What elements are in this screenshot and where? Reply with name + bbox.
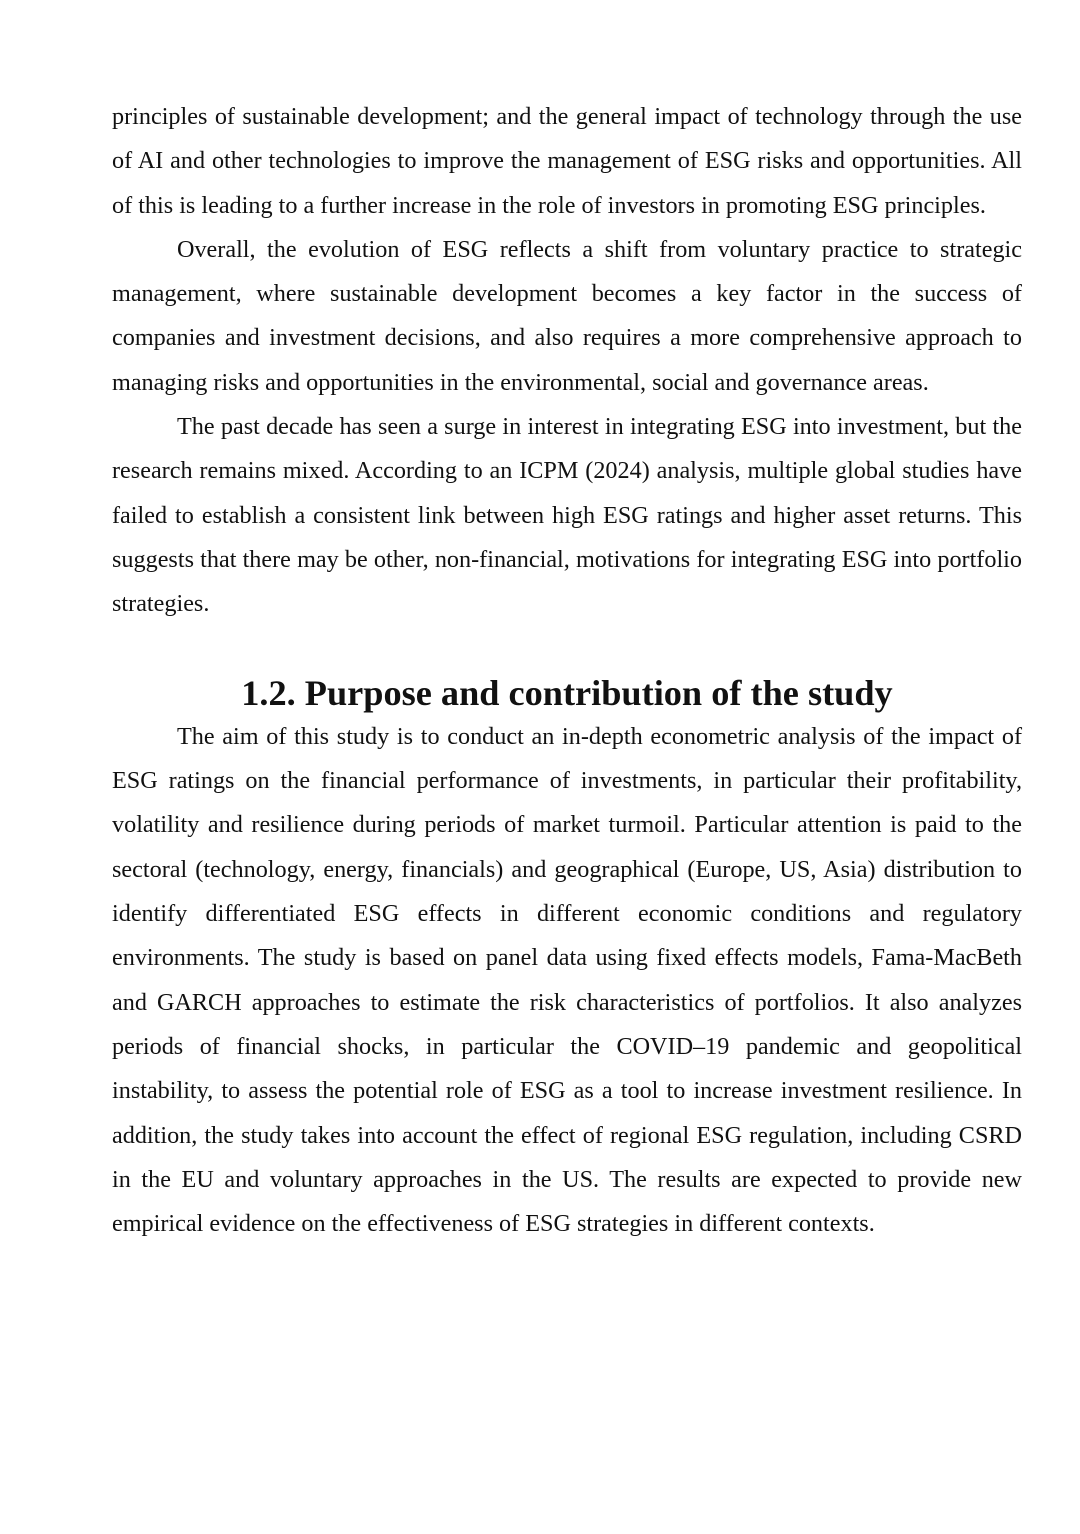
section-heading: 1.2. Purpose and contribution of the study — [241, 672, 893, 713]
paragraph-esg-research: The past decade has seen a surge in interest in integrating ESG into investment, but the research remains mixed. According to an ICPM (2024) analysis, multiple global studies have failed to establish a consistent link between high ESG ratings and higher asset returns. This suggests that there may be other, non-financial, motivations for integrating ESG into portfolio strategies. — [112, 413, 1022, 618]
paragraph-study-aim: The aim of this study is to conduct an in-depth econometric analysis of the impact of ESG ratings on the financial performance of investments, in particular their profitability, volatility and resilience during periods of market turmoil. Particular attention is paid to the sectoral (technology, energy, financials) and geographical (Europe, US, Asia) distribution to identify differentiated ESG effects in different economic conditions and regulatory environments. The study is based on panel data using fixed effects models, Fama-MacBeth and GARCH approaches to estimate the risk characteristics of portfolios. It also analyzes periods of financial shocks, in particular the COVID–19 pandemic and geopolitical instability, to assess the potential role of ESG as a tool to increase investment resilience. In addition, the study takes into account the effect of regional ESG regulation, including CSRD in the EU and voluntary approaches in the US. The results are expected to provide new empirical evidence on the effectiveness of ESG strategies in different contexts. — [112, 722, 1022, 1238]
paragraph-esg-evolution: Overall, the evolution of ESG reflects a shift from voluntary practice to strategic management, where sustainable development becomes a key factor in the success of companies and investment decisions, and also requires a more comprehensive approach to managing risks and opportunities in the environmental, social and governance areas. — [112, 235, 1022, 396]
paragraph-continuation: principles of sustainable development; and the general impact of technology through the use of AI and other technologies to improve the management of ESG risks and opportunities. All of this is leading to a further increase in the role of investors in promoting ESG principles. — [112, 103, 1022, 219]
document-page — [112, 95, 1022, 1246]
